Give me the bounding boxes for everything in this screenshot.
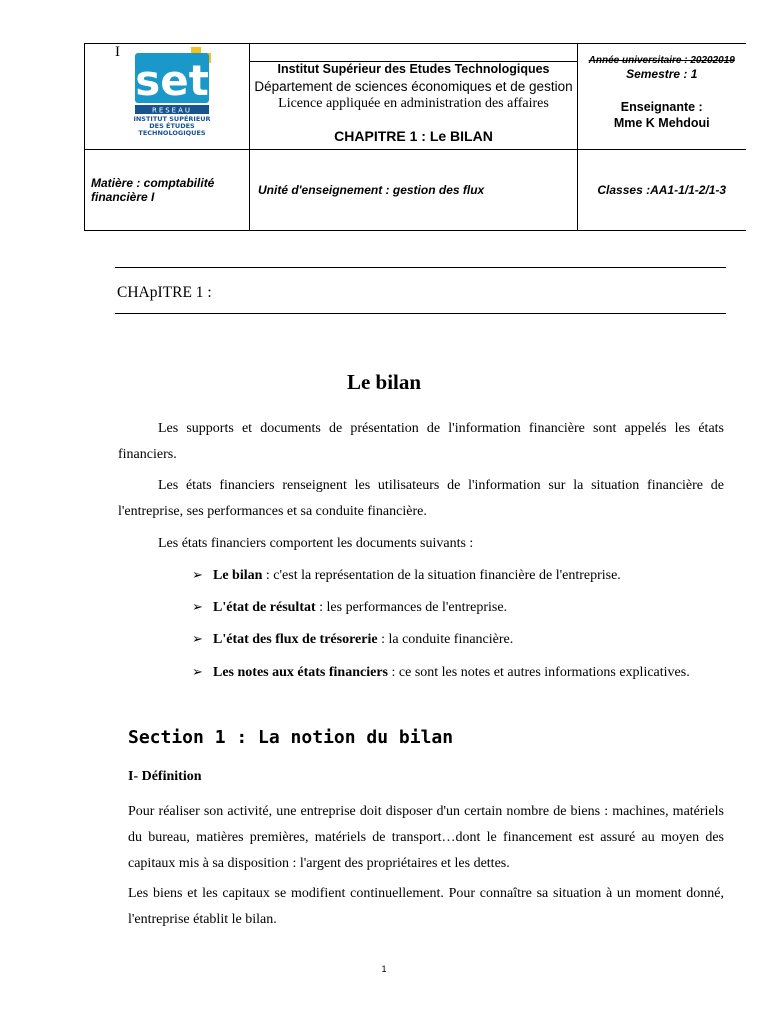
paragraph-3: Les états financiers comportent les documents suivants :: [158, 536, 474, 551]
logo-cell: [85, 44, 250, 150]
page-number: 1: [381, 964, 387, 974]
unite-enseignement: Unité d'enseignement : gestion des flux: [250, 150, 578, 231]
definition-paragraph-1: Pour réaliser son activité, une entreprise doit disposer d'un certain nombre de biens : machines, matériels du bureau, matières premières, matériels de transport…dont le financement est assuré au moyen des capitaux mis à sa disposition : l'argent des propriétaires et les dettes.: [128, 804, 724, 871]
semester-cell: [578, 44, 746, 150]
svg-text:TECHNOLOGIQUES: TECHNOLOGIQUES: [138, 129, 206, 137]
iset-logo-icon: [129, 47, 215, 137]
iset-logo: [129, 47, 215, 137]
list-item: Le bilan : c'est la représentation de la situation financière de l'entreprise.: [213, 568, 621, 583]
arrow-bullet-icon: ➢: [192, 567, 203, 582]
annee-universitaire: Année universitaire : 20202019: [588, 55, 735, 66]
logo-mark: I: [115, 44, 120, 60]
list-item: L'état des flux de trésorerie : la conduite financière.: [213, 632, 514, 647]
enseignante-label: Enseignante :: [620, 100, 703, 114]
classes: Classes :AA1-1/1-2/1-3: [578, 150, 746, 231]
licence: Licence appliquée en administration des affaires: [278, 96, 549, 111]
header-table: [84, 43, 746, 231]
list-item: L'état de résultat : les performances de l'entreprise.: [213, 600, 508, 615]
logo-reseau: RESEAU: [151, 106, 193, 115]
enseignante-name: Mme K Mehdoui: [613, 116, 710, 130]
paragraph-1: Les supports et documents de présentation de l'information financière sont appelés les états financiers.: [118, 421, 724, 462]
svg-text:DES ÉTUDES: DES ÉTUDES: [149, 122, 195, 130]
arrow-bullet-icon: ➢: [192, 664, 203, 679]
paragraph-2: Les états financiers renseignent les utilisateurs de l'information sur la situation financière de l'entreprise, ses performances et sa conduite financière.: [118, 478, 724, 519]
svg-text:INSTITUT SUPÉRIEUR: INSTITUT SUPÉRIEUR: [133, 115, 211, 123]
arrow-bullet-icon: ➢: [192, 631, 203, 646]
divider-top: [115, 267, 726, 268]
chapitre-label: CHApITRE 1 :: [117, 284, 212, 301]
chapter-heading: CHAPITRE 1 : Le BILAN: [334, 128, 493, 144]
page-title: Le bilan: [346, 370, 422, 394]
arrow-bullet-icon: ➢: [192, 599, 203, 614]
section-title: Section 1 : La notion du bilan: [128, 727, 454, 748]
institute-name: Institut Supérieur des Etudes Technologiques: [277, 62, 550, 76]
logo-word: set: [135, 56, 209, 105]
institute-cell: [250, 44, 578, 150]
divider-bottom: [115, 313, 726, 314]
list-item: Les notes aux états financiers : ce sont les notes et autres informations explicatives.: [213, 665, 690, 680]
department: Département de sciences économiques et de gestion: [254, 79, 573, 94]
semestre: Semestre : 1: [626, 67, 698, 81]
matiere: Matière : comptabilité financière I: [85, 150, 250, 231]
definition-paragraph-2: Les biens et les capitaux se modifient continuellement. Pour connaître sa situation à un moment donné, l'entreprise établit le bilan.: [128, 886, 724, 927]
definition-heading: I- Définition: [128, 769, 202, 784]
